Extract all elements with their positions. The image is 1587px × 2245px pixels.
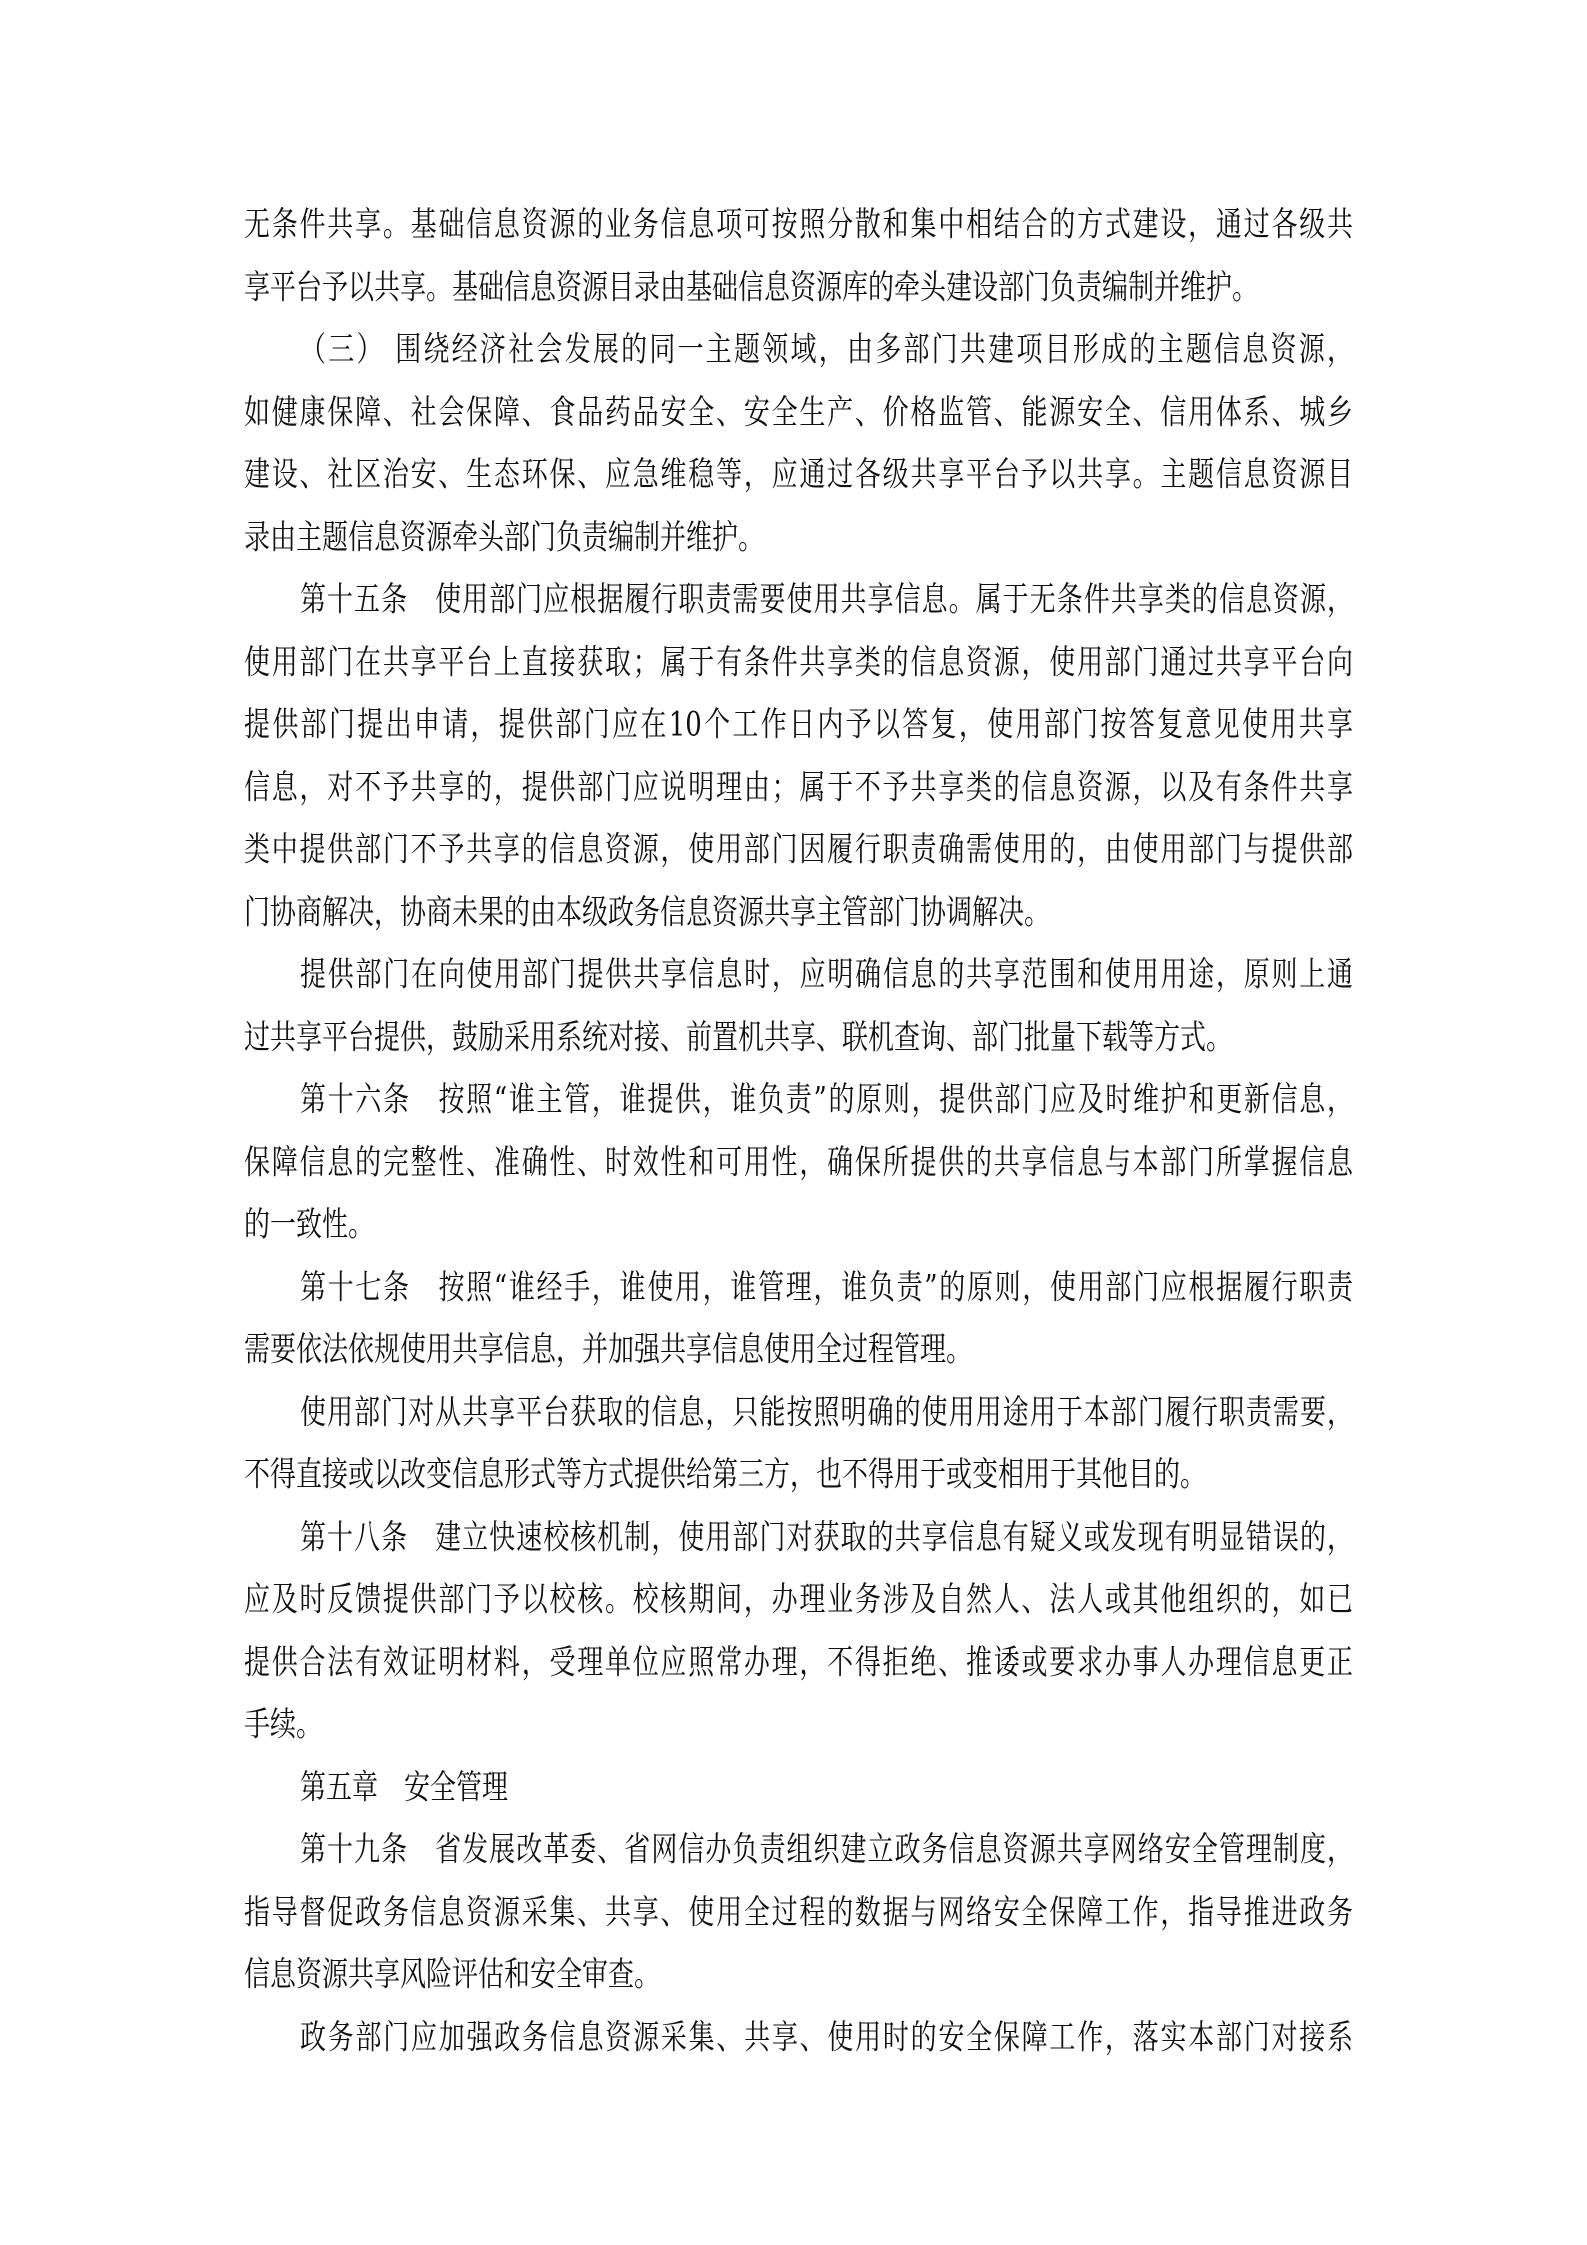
text-line-content: 不得直接或以改变信息形式等方式提供给第三方，也不得用于或变相用于其他目的。 [244, 1455, 1207, 1495]
text-line [244, 1632, 1353, 1695]
text-line-content: 如健康保障、社会保障、食品药品安全、安全生产、价格监管、能源安全、信用体系、城乡 [244, 392, 1353, 432]
text-line-content: 政务部门应加强政务信息资源采集、共享、使用时的安全保障工作，落实本部门对接系 [300, 2017, 1353, 2057]
paragraph [244, 2007, 1353, 2070]
text-line-content: 第十九条 省发展改革委、省网信办负责组织建立政务信息资源共享网络安全管理制度， [300, 1830, 1353, 1870]
text-line-content: 提供合法有效证明材料，受理单位应照常办理，不得拒绝、推诿或要求办事人办理信息更正 [244, 1642, 1353, 1682]
paragraph [244, 944, 1353, 1069]
text-line-content: （三） 围绕经济社会发展的同一主题领域，由多部门共建项目形成的主题信息资源， [300, 330, 1353, 370]
paragraph [244, 1069, 1353, 1257]
document-page [244, 194, 1353, 2069]
paragraph [244, 569, 1353, 944]
text-line-content: 保障信息的完整性、准确性、时效性和可用性，确保所提供的共享信息与本部门所掌握信息 [244, 1142, 1353, 1182]
text-line-content: 需要依法依规使用共享信息，并加强共享信息使用全过程管理。 [244, 1330, 973, 1370]
text-line-content: 手续。 [244, 1705, 323, 1745]
paragraph [244, 1507, 1353, 1757]
paragraph [244, 1382, 1353, 1507]
text-line-content: 提供部门在向使用部门提供共享信息时，应明确信息的共享范围和使用用途，原则上通 [300, 955, 1353, 995]
text-line-content: 指导督促政务信息资源采集、共享、使用全过程的数据与网络安全保障工作，指导推进政务 [244, 1892, 1353, 1932]
text-line-content: 门协商解决，协商未果的由本级政务信息资源共享主管部门协调解决。 [244, 892, 1051, 932]
text-line-content: 信息资源共享风险评估和安全审查。 [244, 1955, 661, 1995]
text-line-content: 类中提供部门不予共享的信息资源，使用部门因履行职责确需使用的，由使用部门与提供部 [244, 830, 1353, 870]
text-line-content: 提供部门提出申请，提供部门应在10个工作日内予以答复，使用部门按答复意见使用共享 [244, 705, 1353, 745]
paragraph [244, 1819, 1353, 2007]
text-line-content: 使用部门在共享平台上直接获取；属于有条件共享类的信息资源，使用部门通过共享平台向 [244, 642, 1353, 682]
text-line-content: 的一致性。 [244, 1205, 375, 1245]
text-line-content: 享平台予以共享。基础信息资源目录由基础信息资源库的牵头建设部门负责编制并维护。 [244, 267, 1259, 307]
text-line-content: 应及时反馈提供部门予以校核。校核期间，办理业务涉及自然人、法人或其他组织的，如已 [244, 1580, 1353, 1620]
text-line-content: 第十七条 按照“谁经手，谁使用，谁管理，谁负责”的原则，使用部门应根据履行职责 [300, 1267, 1353, 1307]
text-line-content: 建设、社区治安、生态环保、应急维稳等，应通过各级共享平台予以共享。主题信息资源目 [244, 455, 1353, 495]
text-line-content: 无条件共享。基础信息资源的业务信息项可按照分散和集中相结合的方式建设，通过各级共 [244, 205, 1353, 245]
text-line-content: 第五章 安全管理 [300, 1767, 509, 1807]
text-line-content: 录由主题信息资源牵头部门负责编制并维护。 [244, 517, 765, 557]
paragraph [244, 194, 1353, 319]
text-line [244, 2007, 1353, 2070]
text-line-content: 第十六条 按照“谁主管，谁提供，谁负责”的原则，提供部门应及时维护和更新信息， [300, 1080, 1353, 1120]
text-line-content: 过共享平台提供，鼓励采用系统对接、前置机共享、联机查询、部门批量下载等方式。 [244, 1017, 1233, 1057]
text-line-content: 第十八条 建立快速校核机制，使用部门对获取的共享信息有疑义或发现有明显错误的， [300, 1517, 1353, 1557]
text-line [244, 1132, 1353, 1195]
paragraph [244, 1257, 1353, 1382]
paragraph [244, 319, 1353, 569]
text-line-content: 第十五条 使用部门应根据履行职责需要使用共享信息。属于无条件共享类的信息资源， [300, 580, 1353, 620]
text-line-content: 信息，对不予共享的，提供部门应说明理由；属于不予共享类的信息资源，以及有条件共享 [244, 767, 1353, 807]
text-line-content: 使用部门对从共享平台获取的信息，只能按照明确的使用用途用于本部门履行职责需要， [300, 1392, 1353, 1432]
